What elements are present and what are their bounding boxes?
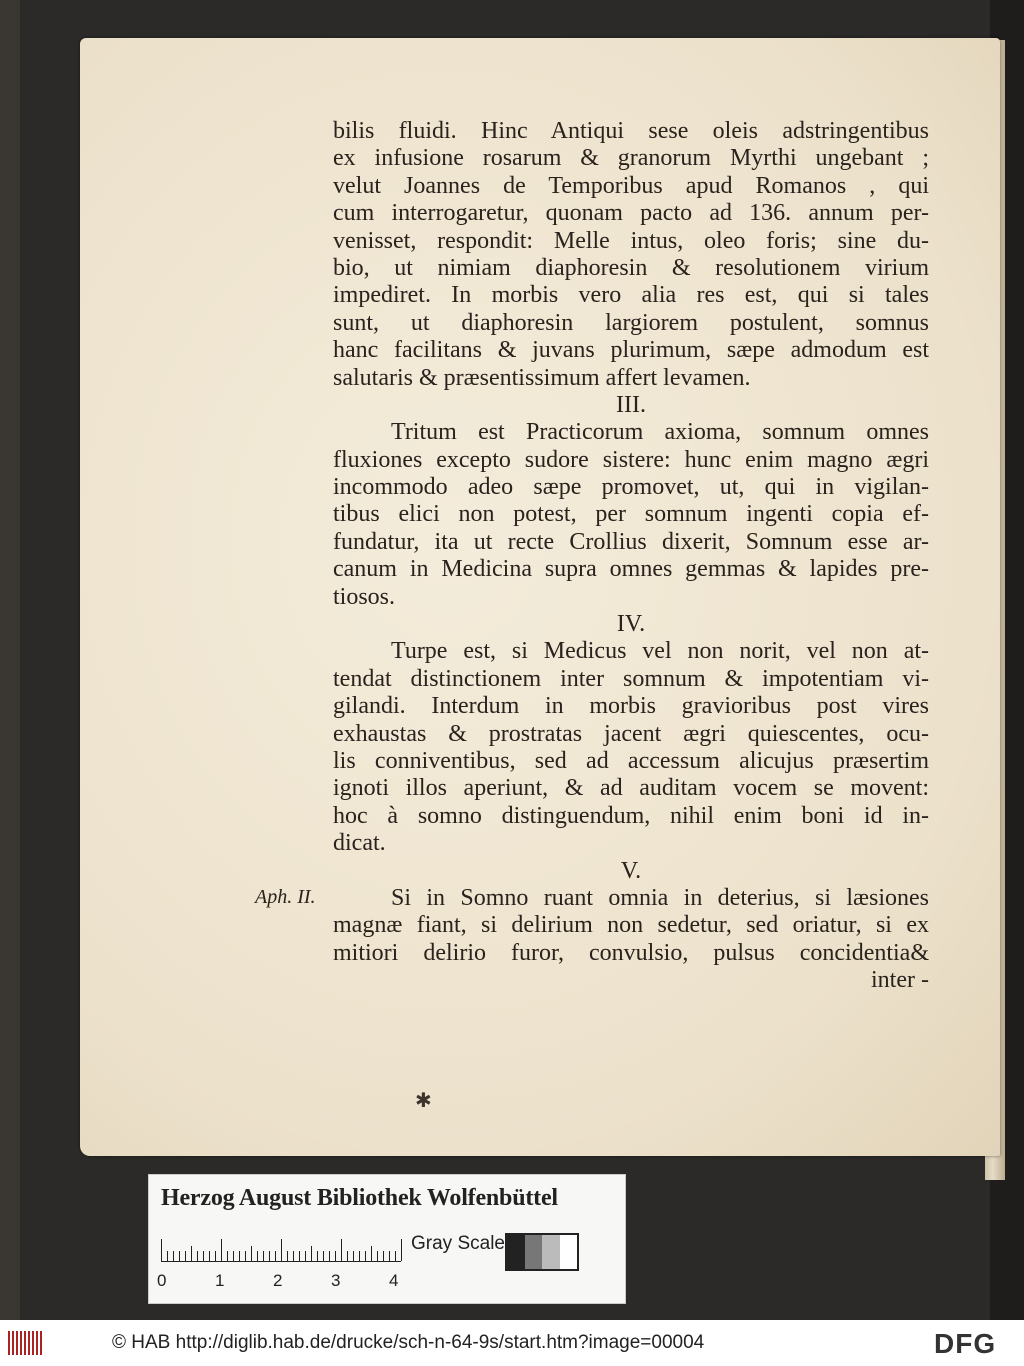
hab-logo-icon xyxy=(8,1331,44,1355)
scan-background-left xyxy=(0,0,20,1366)
ruler-tick xyxy=(197,1251,198,1261)
ruler-tick xyxy=(401,1239,402,1261)
ruler-tick xyxy=(179,1251,180,1261)
text-line: tiosos. xyxy=(333,583,396,610)
page-text xyxy=(333,118,929,995)
text-line: dicat. xyxy=(333,830,386,857)
ruler-tick xyxy=(173,1251,174,1261)
gray-swatch xyxy=(525,1235,543,1269)
ruler-tick xyxy=(371,1246,372,1261)
library-title: Herzog August Bibliothek Wolfenbüttel xyxy=(161,1185,558,1211)
text-line: Tritum est Practicorum axioma, somnum omnes xyxy=(391,419,929,446)
text-line: Si in Somno ruant omnia in deterius, si læsiones xyxy=(391,884,929,911)
dfg-logo: DFG xyxy=(934,1328,997,1359)
text-line: IV. xyxy=(616,611,646,638)
copyright-link[interactable]: © HAB http://diglib.hab.de/drucke/sch-n-64-9s/start.htm?image=00004 xyxy=(112,1332,705,1353)
text-line: III. xyxy=(616,391,646,418)
ruler-tick xyxy=(287,1251,288,1261)
ruler-tick xyxy=(395,1251,396,1261)
ruler-tick xyxy=(359,1251,360,1261)
text-line: gilandi. Interdum in morbis gravioribus post vires xyxy=(333,693,929,720)
ruler-tick xyxy=(299,1251,300,1261)
ruler-tick xyxy=(245,1251,246,1261)
text-line: ex infusione rosarum & granorum Myrthi ungebant ; xyxy=(333,145,929,172)
text-line: inter - xyxy=(871,967,929,994)
ruler-tick xyxy=(161,1239,162,1261)
footer-bar xyxy=(0,1320,1024,1366)
text-line: magnæ fiant, si delirium non sedetur, sed oriatur, si ex xyxy=(333,912,929,939)
text-line: impediret. In morbis vero alia res est, qui si tales xyxy=(333,282,929,309)
text-line: hoc à somno distinguendum, nihil enim boni id in- xyxy=(333,802,929,829)
ruler-tick xyxy=(227,1251,228,1261)
gray-swatch xyxy=(507,1235,525,1269)
library-color-card xyxy=(148,1174,626,1304)
text-line: canum in Medicina supra omnes gemmas & lapides pre- xyxy=(333,556,929,583)
ruler-tick xyxy=(383,1251,384,1261)
ruler-tick xyxy=(323,1251,324,1261)
ruler-tick xyxy=(353,1251,354,1261)
ruler-tick xyxy=(257,1251,258,1261)
text-line: tibus elici non potest, per somnum ingenti copia ef- xyxy=(333,501,929,528)
ruler-tick xyxy=(389,1251,390,1261)
text-line: hanc facilitans & juvans plurimum, sæpe admodum est xyxy=(333,337,929,364)
text-line: bilis fluidi. Hinc Antiqui sese oleis adstringentibus xyxy=(333,118,929,144)
ruler-tick xyxy=(221,1239,222,1261)
ruler-tick xyxy=(281,1239,282,1261)
ruler-number: 3 xyxy=(331,1271,341,1290)
scale-ruler xyxy=(161,1239,401,1262)
ruler-tick xyxy=(191,1246,192,1261)
ruler-tick xyxy=(233,1251,234,1261)
text-line: fundatur, ita ut recte Crollius dixerit, Somnum esse ar- xyxy=(333,528,929,555)
gray-swatch xyxy=(560,1235,578,1269)
text-line: salutaris & præsentissimum affert levamen. xyxy=(333,364,751,391)
ruler-number: 2 xyxy=(273,1271,283,1290)
text-line: ignoti illos aperiunt, & ad auditam vocem se movent: xyxy=(333,775,929,802)
ruler-tick xyxy=(329,1251,330,1261)
text-line: velut Joannes de Temporibus apud Romanos , qui xyxy=(333,172,929,199)
text-line: venisset, respondit: Melle intus, oleo foris; sine du- xyxy=(333,227,929,254)
ruler-tick xyxy=(215,1251,216,1261)
ruler-tick xyxy=(365,1251,366,1261)
grayscale-label: Gray Scale xyxy=(411,1233,505,1254)
ruler-tick xyxy=(275,1251,276,1261)
text-line: V. xyxy=(620,857,642,884)
text-line: bio, ut nimiam diaphoresin & resolutionem virium xyxy=(333,254,929,281)
ruler-tick xyxy=(293,1251,294,1261)
margin-note: Aph. II. xyxy=(255,886,316,908)
ruler-number: 1 xyxy=(215,1271,225,1290)
text-line: mitiori delirio furor, convulsio, pulsus concidentia& xyxy=(333,939,929,966)
ruler-tick xyxy=(167,1251,168,1261)
grayscale-swatches xyxy=(505,1233,579,1271)
text-line: sunt, ut diaphoresin largiorem postulent, somnus xyxy=(333,309,929,336)
text-line: Turpe est, si Medicus vel non norit, vel non at- xyxy=(391,638,929,665)
ruler-tick xyxy=(305,1251,306,1261)
ruler-tick xyxy=(185,1251,186,1261)
gray-swatch xyxy=(542,1235,560,1269)
ruler-tick xyxy=(239,1251,240,1261)
ruler-tick xyxy=(203,1251,204,1261)
ruler-number: 4 xyxy=(389,1271,399,1290)
ruler-tick xyxy=(335,1251,336,1261)
ruler-tick xyxy=(251,1246,252,1261)
text-line: fluxiones excepto sudore sistere: hunc enim magno ægri xyxy=(333,446,929,473)
ruler-tick xyxy=(263,1251,264,1261)
text-line: tendat distinctionem inter somnum & impotentiam vi- xyxy=(333,665,929,692)
text-line: lis conniventibus, sed ad accessum alicujus præsertim xyxy=(333,747,929,774)
text-line: incommodo adeo sæpe promovet, ut, qui in vigilan- xyxy=(333,474,929,501)
ruler-tick xyxy=(311,1246,312,1261)
ruler-number: 0 xyxy=(157,1271,167,1290)
ink-mark: ✱ xyxy=(415,1088,432,1112)
ruler-tick xyxy=(269,1251,270,1261)
text-line: exhaustas & prostratas jacent ægri quiescentes, ocu- xyxy=(333,720,929,747)
ruler-tick xyxy=(377,1251,378,1261)
ruler-tick xyxy=(209,1251,210,1261)
ruler-tick xyxy=(341,1239,342,1261)
ruler-tick xyxy=(347,1251,348,1261)
text-line: cum interrogaretur, quonam pacto ad 136. annum per- xyxy=(333,200,929,227)
ruler-tick xyxy=(317,1251,318,1261)
